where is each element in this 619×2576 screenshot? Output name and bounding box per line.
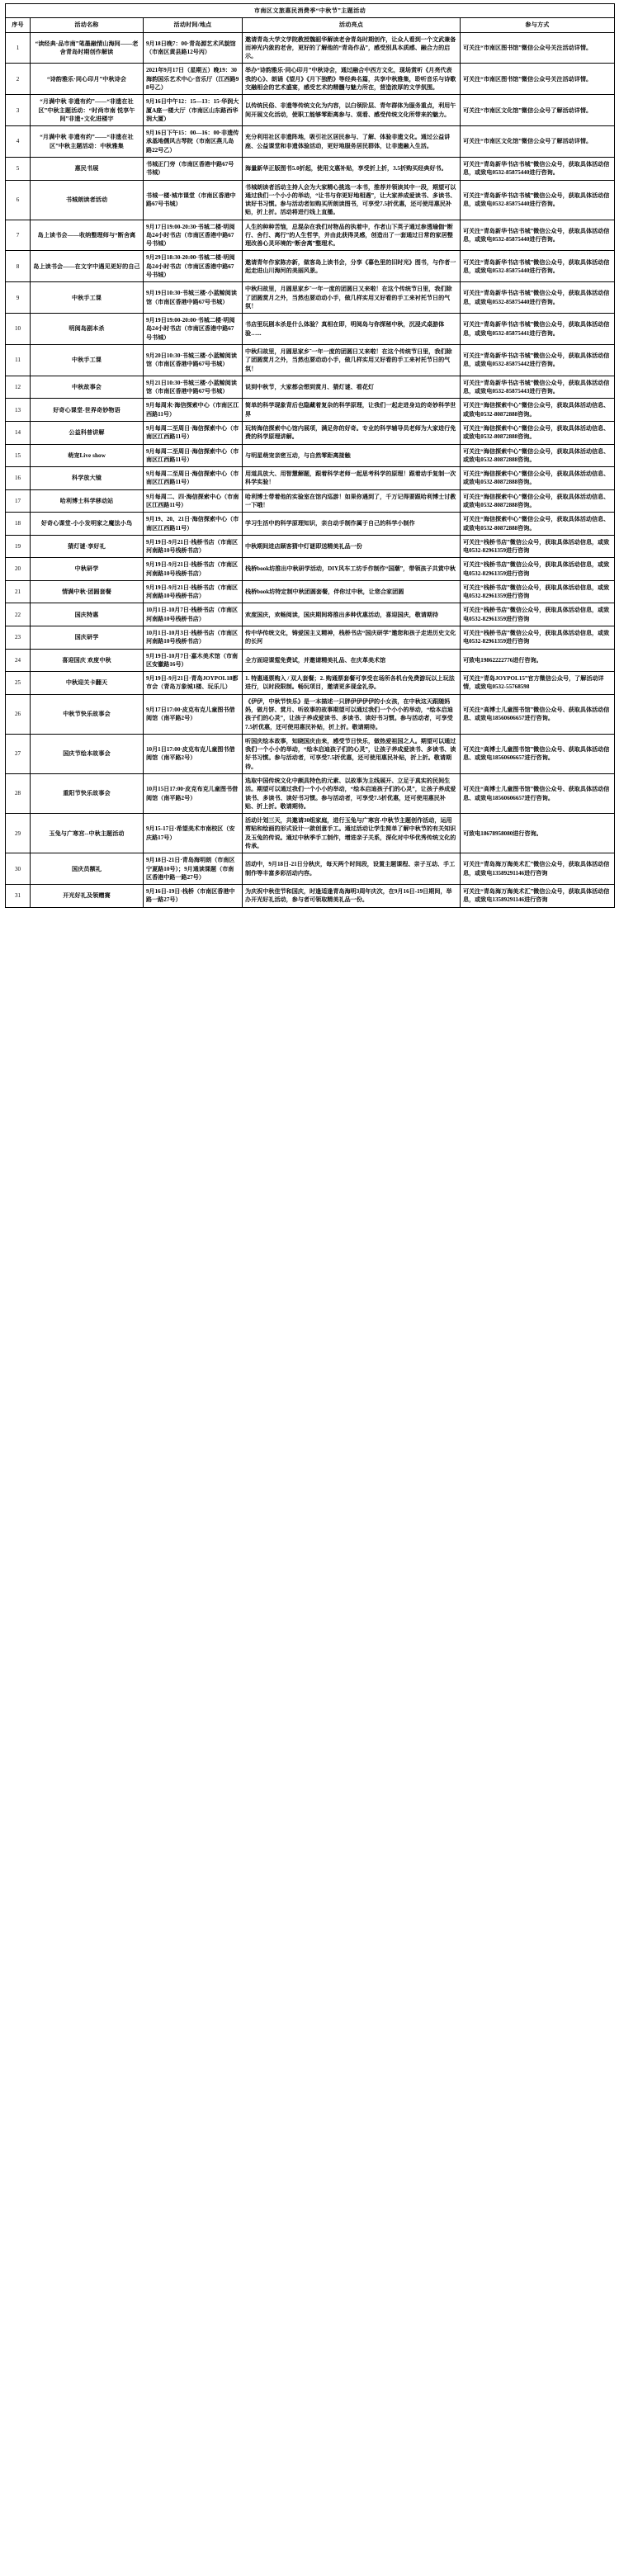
cell-join: 可关注“市南区文化馆”微信公众号了解活动详情。 bbox=[461, 126, 615, 158]
cell-idx: 15 bbox=[6, 444, 31, 467]
cell-join: 可关注“青岛JOYPOL15”官方微信公众号，了解活动详情，或致电0532-55768598 bbox=[461, 672, 615, 695]
cell-name: 喜迎国庆 欢度中秋 bbox=[31, 649, 144, 672]
cell-join: 可关注“高博士儿童图书馆”微信公众号、获取具体活动信息、或致电18560606657进行咨询。 bbox=[461, 773, 615, 813]
cell-join: 可关注“青岛新华书店书城”微信公众号，获取具体活动信息，或致电0532-85875443进行咨询。 bbox=[461, 376, 615, 399]
cell-high: 《伊伊，中秋节快乐》是一本描述一只胖伊伊伊伊的小女孩，在中秋这天跟随妈妈，做月饼、赏月、听故事的故事期望可以通过我们一个小小的举动，“绘本启迪孩子们的心灵”，让孩子养成爱读书、多读书、读好书习惯。参与活动者，可享受7.5折优惠，还可使用惠民补贴，折上折。敬请期待。 bbox=[243, 694, 461, 734]
cell-name: 中秋手工课 bbox=[31, 345, 144, 376]
column-header-when: 活动时间/地点 bbox=[144, 18, 243, 32]
cell-join: 可关注“市南区图书馆”微信公众号关注活动详情。 bbox=[461, 32, 615, 64]
cell-high: 1. 特惠通票购入 / 双人套餐；2. 购通票套餐可享受在场所各机台免费游玩以上玩法进行，以时段限制。畅玩项目，邀请更多现金礼券。 bbox=[243, 672, 461, 695]
cell-join: 可关注“青岛新华书店书城”微信公众号，获取具体活动信息，或致电0532-85875440进行咨询。 bbox=[461, 157, 615, 180]
cell-high: 中秋归故里，月圆思家乡˜一年一度的团圆日又来啦！在这个传统节日里，我们除了团圆赏月之外，当然也要动动小手，做几样实用又好看的手工来衬托节日的气氛！ bbox=[243, 345, 461, 376]
cell-high: 栈桥book坊推出中秋研学活动，DIY风车工坊手作制作“国潮”，带领孩子共赏中秋 bbox=[243, 558, 461, 581]
cell-idx: 11 bbox=[6, 345, 31, 376]
cell-name: “月满中秋 非遗有约”——“非遗在社区”中秋主题活动：中秋雅集 bbox=[31, 126, 144, 158]
cell-join: 可关注“青岛新华书店书城”微信公众号，获取具体活动信息，或致电0532-85875440进行咨询。 bbox=[461, 220, 615, 251]
cell-idx: 30 bbox=[6, 853, 31, 885]
table-row bbox=[6, 580, 615, 603]
cell-join: 可关注“高博士儿童图书馆”微信公众号、获取具体活动信息、或致电18560606657进行咨询。 bbox=[461, 734, 615, 773]
table-body bbox=[6, 32, 615, 907]
table-row bbox=[6, 180, 615, 220]
cell-join: 可关注“青岛新华书店书城”微信公众号，获取具体活动信息，或致电0532-85875440进行咨询。 bbox=[461, 282, 615, 314]
cell-high: 传中华传统文化，铸爱国主义精神，栈桥书店“国庆研学”邀您和孩子走进历史文化的长河 bbox=[243, 626, 461, 650]
cell-name: 中秋研学 bbox=[31, 558, 144, 581]
table-row bbox=[6, 558, 615, 581]
table-row bbox=[6, 251, 615, 282]
cell-join: 可关注“青岛新华书店书城”微信公众号，获取具体活动信息，或致电0532-85875442进行咨询。 bbox=[461, 345, 615, 376]
column-header-name: 活动名称 bbox=[31, 18, 144, 32]
table-row bbox=[6, 649, 615, 672]
cell-high: 学习生活中的科学原理知识，亲自动手制作属于自己的科学小制作 bbox=[243, 513, 461, 536]
table-row bbox=[6, 513, 615, 536]
cell-high: 全方面迎课踅免费试，并邀请精美礼品、在庆革美术馆 bbox=[243, 649, 461, 672]
cell-name: 中秋故事会 bbox=[31, 376, 144, 399]
cell-join: 可关注“海信探索中心”微信公众号，获取具体活动信息、或致电0532-80872888咨询。 bbox=[461, 489, 615, 513]
table-row bbox=[6, 489, 615, 513]
cell-when: 9月17日17:00·皮克布克儿童图书借阅馆（南平路2号） bbox=[144, 694, 243, 734]
cell-high: 简单的科学现象背后也隐藏着复杂的科学原理，让我们一起走进身边的奇妙科学世界 bbox=[243, 399, 461, 422]
table-row bbox=[6, 467, 615, 490]
table-row bbox=[6, 885, 615, 908]
cell-when: 9月18日-21日·青岛海明朗（市南区宁夏路10号）；9月通读课题（市南区香港中路一路27号） bbox=[144, 853, 243, 885]
cell-when: 9月19日-9月21日·栈桥书店（市南区河南路10号栈桥书店） bbox=[144, 580, 243, 603]
cell-name: 猜灯谜·享好礼 bbox=[31, 535, 144, 558]
cell-idx: 27 bbox=[6, 734, 31, 773]
table-row bbox=[6, 672, 615, 695]
cell-join: 可关注“青岛海万海美术汇”微信公众号，获取具体活动信息，或致电13589291146进行咨询 bbox=[461, 885, 615, 908]
table-row bbox=[6, 95, 615, 126]
cell-high: 欢度国庆，欢畅阅读，国庆期间将推出多种优惠活动，喜迎国庆，敬请期待 bbox=[243, 603, 461, 626]
cell-when: 9月19日-10月7日·嘉木美术馆（市南区安徽路16号） bbox=[144, 649, 243, 672]
cell-name: 书城朗读者活动 bbox=[31, 180, 144, 220]
cell-idx: 29 bbox=[6, 814, 31, 853]
cell-high: 玩转海信探索中心馆内展项，满足你的好奇。专业的科学辅导员老师为大家进行免费的科学原理讲解。 bbox=[243, 421, 461, 444]
cell-idx: 17 bbox=[6, 489, 31, 513]
cell-idx: 21 bbox=[6, 580, 31, 603]
cell-when: 9月19日-9月21日·栈桥书店（市南区河南路10号栈桥书店） bbox=[144, 535, 243, 558]
table-row bbox=[6, 773, 615, 813]
cell-join: 可关注“栈桥书店”微信公众号，获取具体活动信息，或致电0532-82961359进行咨询 bbox=[461, 558, 615, 581]
table-head bbox=[6, 4, 615, 33]
table-row bbox=[6, 694, 615, 734]
cell-when: 10月1日-10月7日·栈桥书店（市南区河南路10号栈桥书店） bbox=[144, 603, 243, 626]
cell-high: 举办“诗韵雅乐·同心印月”中秋诗会，通过融合中西方文化，现场赏听《月亮代表我的心》、朗诵《望月》《月下独酌》等经典名篇，共享中秋雅集，聆听音乐与诗歌交融相会的艺术盛宴，感受艺术的精髓与魅力所在，营造浓厚的文学氛围。 bbox=[243, 64, 461, 95]
cell-high: 书店里玩剧本杀是什么体验？真相在即，明阅岛与你探秘中秋，沉浸式桌游体验…... bbox=[243, 314, 461, 345]
cell-high: 邀请青岛大学文学院教授魏韶华解读老舍青岛时期创作，让众人看到一个文武兼备而神光内敛的老舍，更好的了解他的“青岛作品”，感受别具本质感、融合力的启示。 bbox=[243, 32, 461, 64]
cell-high: 中秋归故里，月圆思家乡˜一年一度的团圆日又来啦！在这个传统节日里，我们除了团圆赏月之外，当然也要动动小手，做几样实用又好看的手工来衬托节日的气氛！ bbox=[243, 282, 461, 314]
cell-idx: 18 bbox=[6, 513, 31, 536]
table-row bbox=[6, 220, 615, 251]
cell-when: 9月19日19:00-20:00·书城二楼·明阅岛24小时书店（市南区香港中路67号书城） bbox=[144, 314, 243, 345]
cell-name: 好奇心课堂-小小发明家之魔法小鸟 bbox=[31, 513, 144, 536]
table-row bbox=[6, 126, 615, 158]
cell-idx: 3 bbox=[6, 95, 31, 126]
column-header-index: 序号 bbox=[6, 18, 31, 32]
cell-join: 可致电18678958080进行咨询。 bbox=[461, 814, 615, 853]
table-row bbox=[6, 603, 615, 626]
cell-join: 可关注“青岛新华书店书城”微信公众号，获取具体活动信息，或致电0532-85875441进行咨询。 bbox=[461, 314, 615, 345]
cell-idx: 9 bbox=[6, 282, 31, 314]
cell-join: 可关注“海信探索中心”微信公众号，获取具体活动信息、或致电0532-80872888咨询。 bbox=[461, 513, 615, 536]
cell-join: 可关注“海信探索中心”微信公众号，获取具体活动信息、或致电0532-80872888咨询。 bbox=[461, 444, 615, 467]
cell-name: 科学放大镜 bbox=[31, 467, 144, 490]
column-header-join: 参与方式 bbox=[461, 18, 615, 32]
cell-name: “诗韵雅乐·同心印月”中秋诗会 bbox=[31, 64, 144, 95]
cell-high: 说到中秋节，大家都会想到赏月、猜灯谜、看花灯 bbox=[243, 376, 461, 399]
table-row bbox=[6, 444, 615, 467]
cell-name: 中秋节快乐故事会 bbox=[31, 694, 144, 734]
cell-high: 邀请青年作家陈亦新，做客岛上读书会，分享《暮色里的旧时光》图书，与作者一起走进山川海河的美丽风景。 bbox=[243, 251, 461, 282]
cell-when: 2021年9月17日（星期五）晚19：30海韵国乐艺术中心·音乐厅（江西路98号乙） bbox=[144, 64, 243, 95]
cell-name: 公益科普讲解 bbox=[31, 421, 144, 444]
cell-high: 哈利博士带着他的实验室在馆内巡游！如果你遇到了，千万记得要跟哈利博士讨教一下哦！ bbox=[243, 489, 461, 513]
cell-when: 9月每周二至周日·海信探索中心（市南区江西路11号） bbox=[144, 421, 243, 444]
cell-join: 可关注“青岛海万海美术汇”微信公众号，获取具体活动信息，或致电13589291146进行咨询 bbox=[461, 853, 615, 885]
cell-when: 9月19、20、21日·海信探索中心（市南区江西路11号） bbox=[144, 513, 243, 536]
column-header-highlight: 活动亮点 bbox=[243, 18, 461, 32]
cell-when: 9月每周二至周日·海信探索中心（市南区江西路11号） bbox=[144, 467, 243, 490]
cell-when: 9月16日中午12：15—13：15·华润大厦A座一楼大厅（市南区山东路西华润大厦） bbox=[144, 95, 243, 126]
cell-high: 活动计划三天，共邀请30组家庭，进行玉兔与广寒宫-中秋节主题创作活动，运用剪贴和绘画的形式设计一款创意手工。通过活动让学生简单了解中秋节的有关知识及玉兔的传说。通过中秋季手工制作，增进亲子关系，深化对中华优秀传统文化的传承。 bbox=[243, 814, 461, 853]
cell-join: 可关注“栈桥书店”微信公众号，获取具体活动信息，或致电0532-82961359进行咨询 bbox=[461, 603, 615, 626]
cell-idx: 12 bbox=[6, 376, 31, 399]
title-row bbox=[6, 4, 615, 18]
cell-high: 栈桥book坊特定制中秋团圆套餐，伴你过中秋，让您合家团圆 bbox=[243, 580, 461, 603]
cell-join: 可关注“青岛新华书店书城”微信公众号，获取具体活动信息，或致电0532-85875440进行咨询。 bbox=[461, 251, 615, 282]
cell-name: “月满中秋 非遗有约”——“非遗在社区”中秋主题活动：“时尚市南 悦享午间”非遗+文化进楼宇 bbox=[31, 95, 144, 126]
cell-when: 9月17日19:00-20:30·书城二楼·明阅岛24小时书店（市南区香港中路67号书城） bbox=[144, 220, 243, 251]
cell-high: 人生的种种苦恼，总混杂在我们对物品的执着中，作者山下英子通过参透瑜伽“断行、舍行、离行”的人生哲学，并由此获得灵感，创造出了一套通过日常的家居整理改善心灵环境的“断舍离”整理术。 bbox=[243, 220, 461, 251]
cell-when: 9月15-17日·希望美术市南校区（安庆路17号） bbox=[144, 814, 243, 853]
cell-name: 开光好礼及领赠赛 bbox=[31, 885, 144, 908]
spreadsheet-sheet bbox=[0, 0, 619, 913]
cell-high: 与明星萌宠亲密互动，与自然零距离接触 bbox=[243, 444, 461, 467]
table-row bbox=[6, 282, 615, 314]
table-row bbox=[6, 814, 615, 853]
table-row bbox=[6, 314, 615, 345]
cell-name: 国庆研学 bbox=[31, 626, 144, 650]
cell-idx: 19 bbox=[6, 535, 31, 558]
cell-join: 可关注“海信探索中心”微信公众号，获取具体活动信息、或致电0532-80872888咨询。 bbox=[461, 467, 615, 490]
cell-high: 中秋期间进店顾客猜中灯谜即送精美礼品一份 bbox=[243, 535, 461, 558]
table-row bbox=[6, 32, 615, 64]
table-row bbox=[6, 853, 615, 885]
cell-name: 岛上读书会——收纳整理师与“断舍离 bbox=[31, 220, 144, 251]
table-row bbox=[6, 535, 615, 558]
cell-when: 9月16日下午15：00—16：00·非遗传承基地儒风古琴院（市南区燕儿岛路22号乙） bbox=[144, 126, 243, 158]
cell-idx: 10 bbox=[6, 314, 31, 345]
cell-idx: 13 bbox=[6, 399, 31, 422]
table-row bbox=[6, 157, 615, 180]
cell-join: 可关注“高博士儿童图书馆”微信公众号、获取具体活动信息、或致电18560606657进行咨询。 bbox=[461, 694, 615, 734]
cell-idx: 4 bbox=[6, 126, 31, 158]
cell-idx: 22 bbox=[6, 603, 31, 626]
cell-name: 重阳节快乐故事会 bbox=[31, 773, 144, 813]
cell-join: 可关注“栈桥书店”微信公众号，获取具体活动信息，或致电0532-82961359进行咨询 bbox=[461, 580, 615, 603]
cell-when: 10月1日17:00·皮克布克儿童图书借阅馆（南平路2号） bbox=[144, 734, 243, 773]
cell-when: 9月29日18:30-20:00·书城二楼·明阅岛24小时书店（市南区香港中路67号书城） bbox=[144, 251, 243, 282]
cell-name: 中秋手工课 bbox=[31, 282, 144, 314]
table-row bbox=[6, 734, 615, 773]
cell-idx: 28 bbox=[6, 773, 31, 813]
cell-idx: 8 bbox=[6, 251, 31, 282]
document-title: 市南区文旅惠民消费季“中秋节”主题活动 bbox=[6, 4, 615, 18]
cell-idx: 31 bbox=[6, 885, 31, 908]
cell-join: 可关注“青岛新华书店书城”微信公众号，获取具体活动信息，或致电0532-85875440进行咨询。 bbox=[461, 180, 615, 220]
cell-join: 可关注“市南区图书馆”微信公众号关注活动详情。 bbox=[461, 64, 615, 95]
cell-idx: 20 bbox=[6, 558, 31, 581]
cell-idx: 6 bbox=[6, 180, 31, 220]
cell-when: 9月每周二至周日·海信探索中心（市南区江西路11号） bbox=[144, 444, 243, 467]
cell-high: 活动中，9月18日-21日分秋庆，每天两个时间段，设置主题课程、亲子互动、手工制作等丰富多彩活动内容。 bbox=[243, 853, 461, 885]
cell-name: “读经典·品市南”笔墨融情山海间——老舍青岛时期创作解读 bbox=[31, 32, 144, 64]
cell-when: 9月19日-9月21日·栈桥书店（市南区河南路10号栈桥书店） bbox=[144, 558, 243, 581]
cell-high: 用道具放大、用智慧解题，跟着科学老师一起思考科学的原理！跟着动手复制一次科学实验！ bbox=[243, 467, 461, 490]
cell-when: 9月16日-19日·栈桥（市南区香港中路一路27号） bbox=[144, 885, 243, 908]
cell-join: 可关注“海信探索中心”微信公众号，获取具体活动信息、或致电0532-80872888咨询。 bbox=[461, 399, 615, 422]
cell-idx: 5 bbox=[6, 157, 31, 180]
cell-name: 玉兔与广寒宫--中秋主题活动 bbox=[31, 814, 144, 853]
cell-when: 9月每周二、四·海信探索中心（市南区江西路11号） bbox=[144, 489, 243, 513]
activities-table bbox=[5, 3, 615, 908]
cell-when: 书城正门旁（市南区香港中路67号书城） bbox=[144, 157, 243, 180]
cell-join: 可致电19862222776进行咨询。 bbox=[461, 649, 615, 672]
header-row bbox=[6, 18, 615, 32]
table-row bbox=[6, 626, 615, 650]
cell-high: 海量新华正版图书5.0折起，使用文惠补贴，享受折上折，3.5折购买经典好书。 bbox=[243, 157, 461, 180]
cell-name: 哈利博士科学移动站 bbox=[31, 489, 144, 513]
cell-high: 书城朗读者活动主持人会为大家精心挑选一本书，推荐并领读其中一段，期望可以通过我们一个小小的举动，“让书与你更好地相遇”，让大家养成爱读书、多读书、读好书习惯。参与活动者如购买所朗读图书，可享受7.5折优惠，还可使用惠民补贴，折上折。活动将进行线上直播。 bbox=[243, 180, 461, 220]
cell-idx: 2 bbox=[6, 64, 31, 95]
table-row bbox=[6, 421, 615, 444]
cell-when: 9月19日10:30·书城三楼·小蓝鲸阅读馆（市南区香港中路67号书城） bbox=[144, 282, 243, 314]
cell-name: 岛上读书会——在文字中遇见更好的自己 bbox=[31, 251, 144, 282]
cell-idx: 23 bbox=[6, 626, 31, 650]
cell-idx: 26 bbox=[6, 694, 31, 734]
cell-when: 10月1日-10月3日·栈桥书店（市南区河南路10号栈桥书店） bbox=[144, 626, 243, 650]
cell-when: 10月15日17:00·皮克布克儿童图书借阅馆（南平路2号） bbox=[144, 773, 243, 813]
cell-name: 情满中秋·团圆套餐 bbox=[31, 580, 144, 603]
cell-idx: 16 bbox=[6, 467, 31, 490]
cell-name: 中秋迎关卡翻天 bbox=[31, 672, 144, 695]
cell-idx: 14 bbox=[6, 421, 31, 444]
cell-idx: 24 bbox=[6, 649, 31, 672]
cell-name: 萌宠Live show bbox=[31, 444, 144, 467]
table-row bbox=[6, 345, 615, 376]
cell-when: 9月21日10:30·书城三楼·小蓝鲸阅读馆（市南区香港中路67号书城） bbox=[144, 376, 243, 399]
cell-name: 惠民书展 bbox=[31, 157, 144, 180]
cell-join: 可关注“栈桥书店”微信公众号，获取具体活动信息，或致电0532-82961359进行咨询 bbox=[461, 535, 615, 558]
table-row bbox=[6, 64, 615, 95]
cell-idx: 1 bbox=[6, 32, 31, 64]
cell-when: 9月20日10:30·书城三楼·小蓝鲸阅读馆（市南区香港中路67号书城） bbox=[144, 345, 243, 376]
cell-name: 明阅岛剧本杀 bbox=[31, 314, 144, 345]
cell-when: 9月19日-9月21日·青岛JOYPOL18都市会（青岛万象城1楼、玩乐儿） bbox=[144, 672, 243, 695]
cell-high: 为庆祝中秋佳节和国庆，时逢适逢青岛海明3周年庆次，在9月16日-19日期间，举办开光好礼活动，参与者可领取精美礼品一份。 bbox=[243, 885, 461, 908]
cell-when: 9月18日晚7：00·青岛源艺术风貌馆（市南区黄县路12号丙） bbox=[144, 32, 243, 64]
cell-high: 听国庆绘本故事，知晓国庆由来，感受节日快乐，做热爱祖国之人。期望可以通过我们一个小小的举动，“绘本启迪孩子们的心灵”，让孩子养成爱读书、多读书、读好书习惯。参与活动者，可享受7.5折优惠，还可使用惠民补贴，折上折。敬请期待。 bbox=[243, 734, 461, 773]
cell-idx: 7 bbox=[6, 220, 31, 251]
cell-join: 可关注“市南区文化馆”微信公众号了解活动详情。 bbox=[461, 95, 615, 126]
cell-join: 可关注“栈桥书店”微信公众号，获取具体活动信息，或致电0532-82961359进行咨询 bbox=[461, 626, 615, 650]
cell-idx: 25 bbox=[6, 672, 31, 695]
cell-name: 国庆节绘本故事会 bbox=[31, 734, 144, 773]
cell-name: 国庆特惠 bbox=[31, 603, 144, 626]
cell-when: 书城一楼·城市课堂（市南区香港中路67号书城） bbox=[144, 180, 243, 220]
table-row bbox=[6, 399, 615, 422]
cell-join: 可关注“海信探索中心”微信公众号，获取具体活动信息、或致电0532-80872888咨询。 bbox=[461, 421, 615, 444]
cell-high: 以传统民俗、非遗等传统文化为内容，以白领阶层、青年群体为服务重点，利用午间开展文化活动，使职工能够零距离参与、观看、感受传统文化所带来的魅力。 bbox=[243, 95, 461, 126]
cell-name: 国庆员额礼 bbox=[31, 853, 144, 885]
cell-name: 好奇心课堂-世界奇妙物语 bbox=[31, 399, 144, 422]
table-row bbox=[6, 376, 615, 399]
cell-high: 选取中国传统文化中颇具特色的元素、以故事为主线展开、立足于真实的民间生活。期望可以通过我们一个小小的举动，“绘本启迪孩子们的心灵”，让孩子养成爱读书、多读书、读好书习惯。参与活动者，可享受7.5折优惠，还可使用惠民补贴、折上折。敬请期待。 bbox=[243, 773, 461, 813]
cell-high: 充分利用社区非遗阵地，吸引社区居民参与、了解、体验非遗文化。通过公益讲座、公益课堂和非遗体验活动，更好地服务居民群体，让非遗融入生活。 bbox=[243, 126, 461, 158]
cell-when: 9月每周末·海信探索中心（市南区江西路11号） bbox=[144, 399, 243, 422]
